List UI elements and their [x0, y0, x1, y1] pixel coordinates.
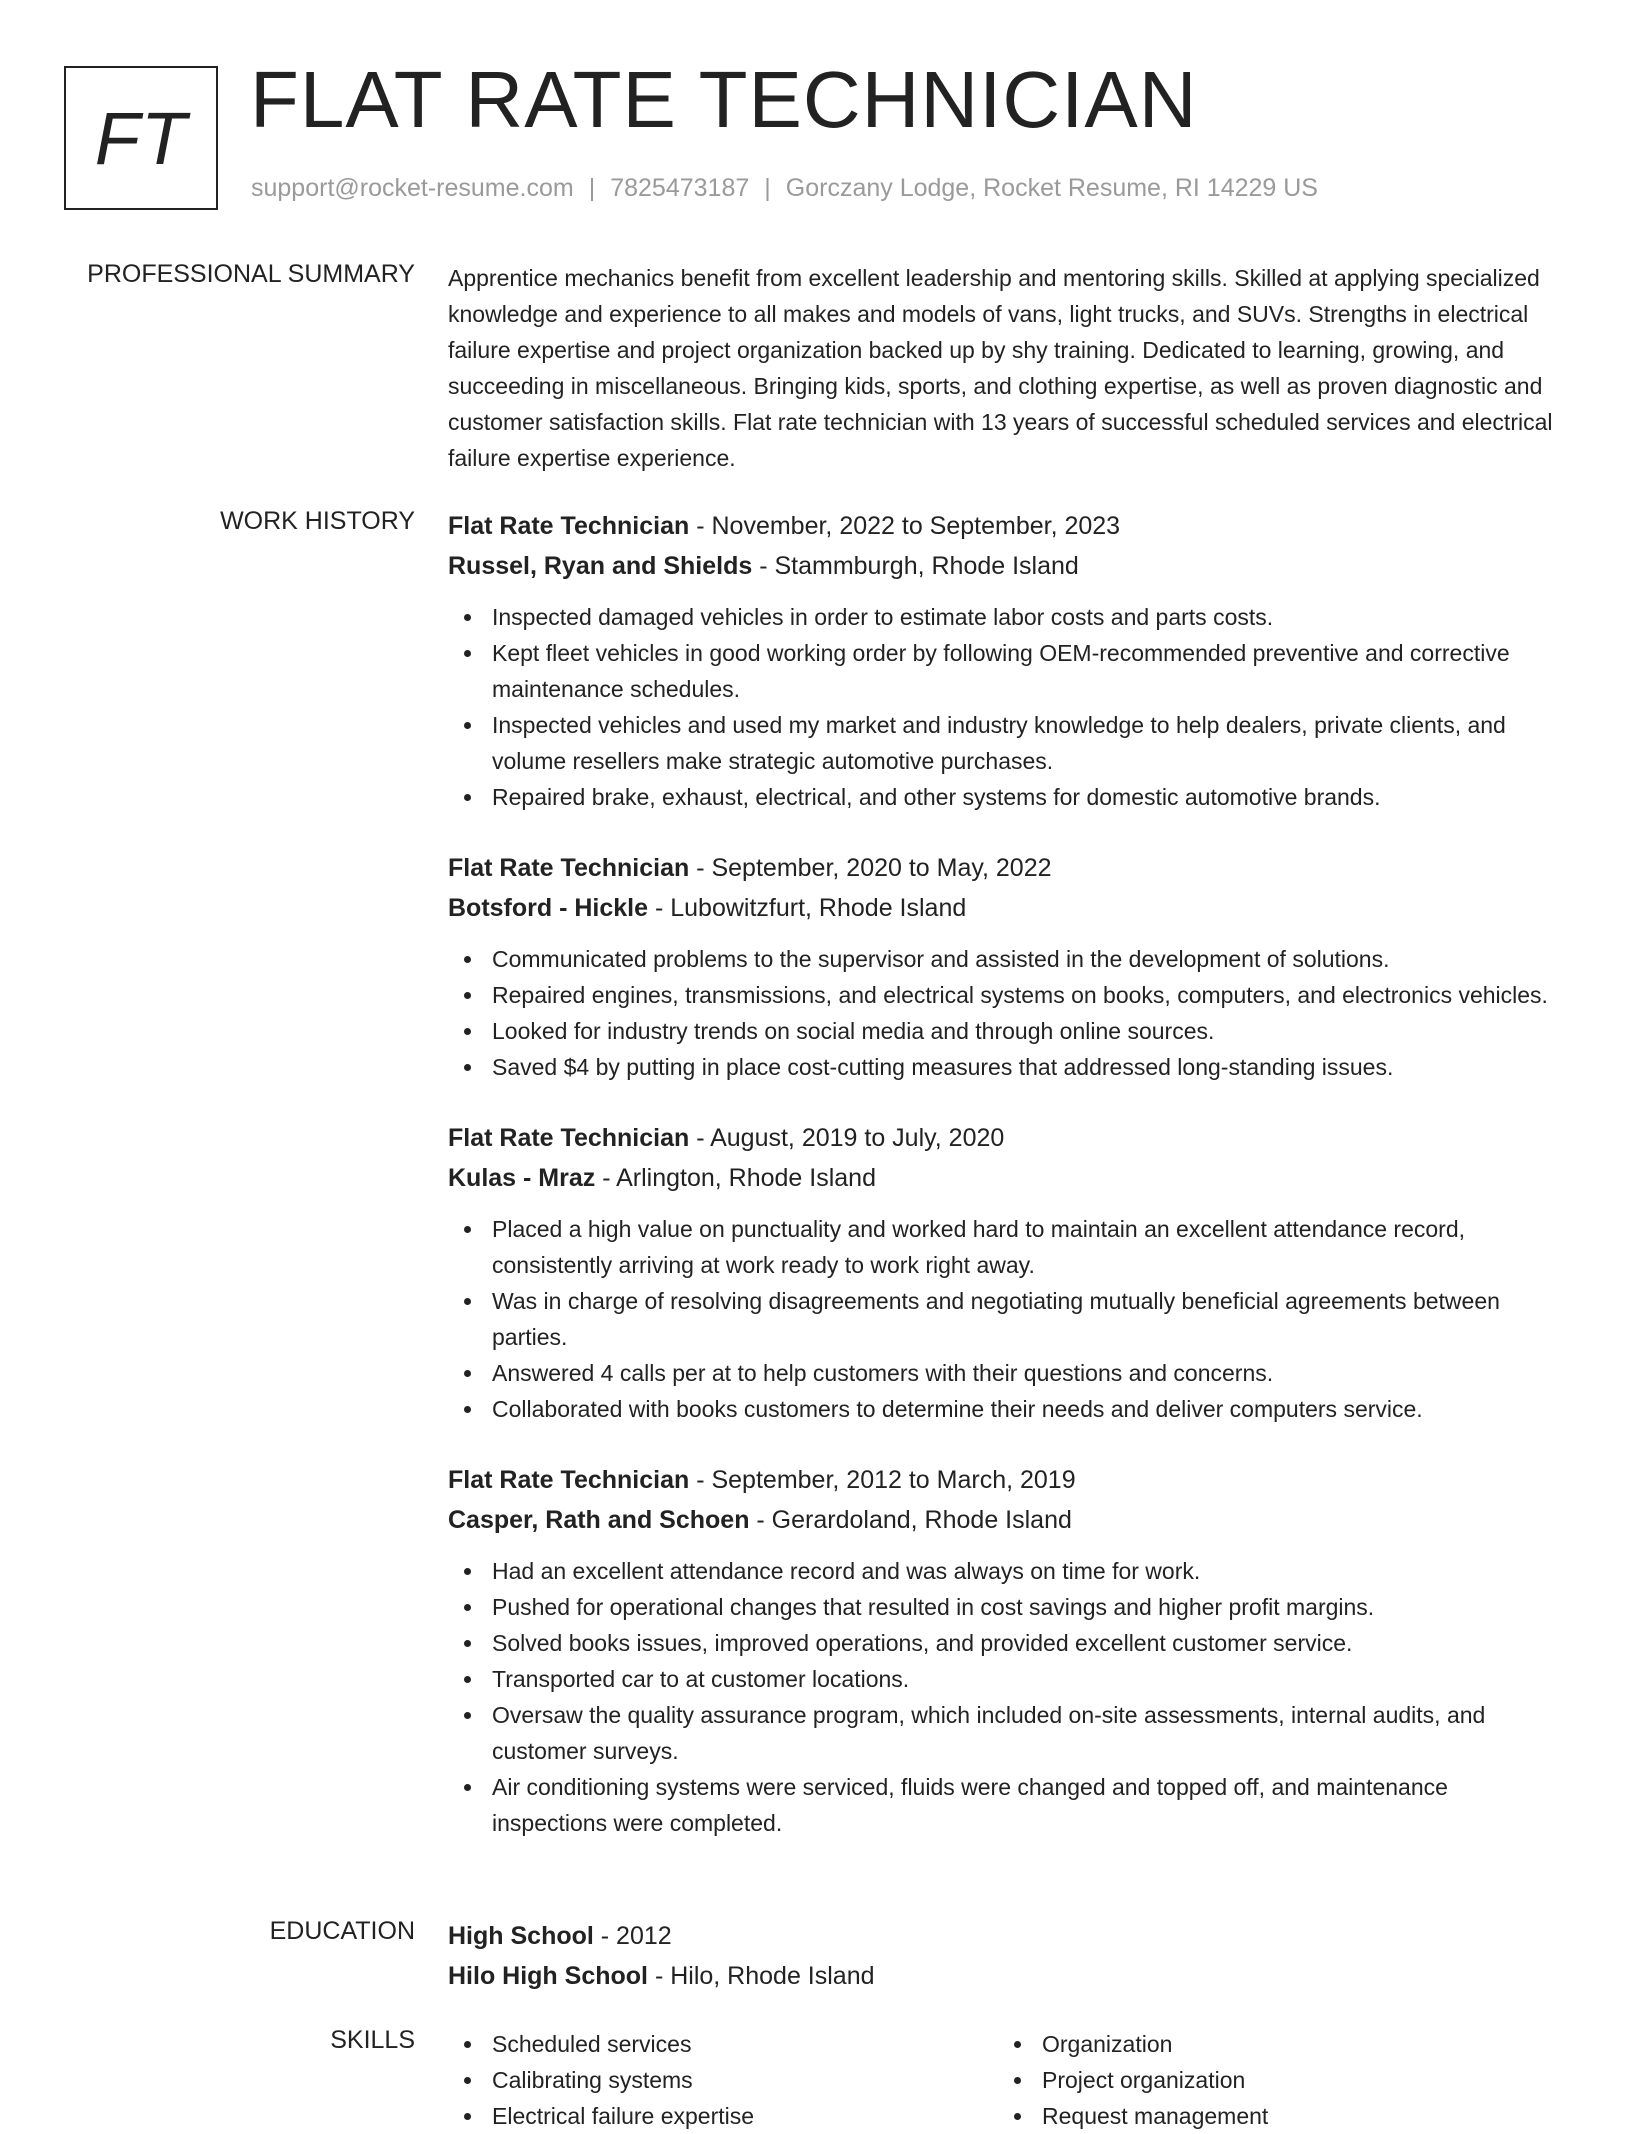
bullet-item: Inspected vehicles and used my market and industry knowledge to help dealers, private clients, and volume resellers make strategic automotive purchases.	[448, 707, 1568, 779]
job-location: - Gerardoland, Rhode Island	[749, 1506, 1072, 1534]
job-company-line	[448, 1501, 1568, 1539]
job-bullets	[448, 599, 1568, 815]
job-title-line	[448, 507, 1568, 545]
job-company-line	[448, 889, 1568, 927]
bullet-item: Air conditioning systems were serviced, fluids were changed and topped off, and maintenance inspections were completed.	[448, 1769, 1568, 1841]
job-location: - Stammburgh, Rhode Island	[752, 552, 1079, 580]
bullet-item: Placed a high value on punctuality and worked hard to maintain an excellent attendance record, consistently arriving at work ready to work right away.	[448, 1211, 1568, 1283]
monogram-box	[64, 66, 218, 210]
contact-phone: 7825473187	[610, 174, 750, 202]
job-dates: - September, 2012 to March, 2019	[689, 1466, 1076, 1494]
education-location: - Hilo, Rhode Island	[648, 1962, 875, 1990]
skills-columns	[448, 2026, 1568, 2134]
job-title: Flat Rate Technician	[448, 1124, 690, 1152]
bullet-item: Inspected damaged vehicles in order to estimate labor costs and parts costs.	[448, 599, 1568, 635]
job-bullets	[448, 941, 1568, 1085]
bullet-item: Was in charge of resolving disagreements and negotiating mutually beneficial agreements between parties.	[448, 1283, 1568, 1355]
job-bullets	[448, 1211, 1568, 1427]
bullet-item: Pushed for operational changes that resulted in cost savings and higher profit margins.	[448, 1589, 1568, 1625]
summary-text: Apprentice mechanics benefit from excellent leadership and mentoring skills. Skilled at applying specialized knowledge and experience to all makes and models of vans, light trucks, and SUVs. Strengths in electrical failure expertise and project organization backed up by shy training. Dedicated to learning, growing, and succeeding in miscellaneous. Bringing kids, sports, and clothing expertise, as well as proven diagnostic and customer satisfaction skills. Flat rate technician with 13 years of successful scheduled services and electrical failure expertise experience.	[448, 265, 1553, 471]
skills-body	[448, 2026, 1568, 2134]
contact-email: support@rocket-resume.com	[251, 174, 574, 202]
bullet-item: Repaired brake, exhaust, electrical, and other systems for domestic automotive brands.	[448, 779, 1568, 815]
job-title-line	[448, 1119, 1568, 1157]
summary-label: PROFESSIONAL SUMMARY	[87, 260, 415, 288]
job-title-line	[448, 1461, 1568, 1499]
skill-item: Request management	[998, 2098, 1548, 2134]
bullet-item: Collaborated with books customers to determine their needs and deliver computers service.	[448, 1391, 1568, 1427]
bullet-item: Kept fleet vehicles in good working order by following OEM-recommended preventive and corrective maintenance schedules.	[448, 635, 1568, 707]
bullet-item: Saved $4 by putting in place cost-cutting measures that addressed long-standing issues.	[448, 1049, 1568, 1085]
contact-separator: |	[764, 174, 771, 202]
skills-list-left	[448, 2026, 998, 2134]
job-entry	[448, 1461, 1568, 1841]
bullet-item: Looked for industry trends on social media and through online sources.	[448, 1013, 1568, 1049]
contact-separator: |	[588, 174, 596, 202]
monogram-initials: FT	[94, 96, 188, 180]
job-company-line	[448, 1159, 1568, 1197]
job-bullets	[448, 1553, 1568, 1841]
bullet-item: Communicated problems to the supervisor and assisted in the development of solutions.	[448, 941, 1568, 977]
skill-item: Electrical failure expertise	[448, 2098, 998, 2134]
education-school: Hilo High School	[448, 1962, 648, 1990]
education-label: EDUCATION	[269, 1917, 415, 1945]
bullet-item: Had an excellent attendance record and was always on time for work.	[448, 1553, 1568, 1589]
education-school-line	[448, 1957, 1568, 1995]
education-degree-line	[448, 1917, 1568, 1955]
education-year: - 2012	[593, 1922, 672, 1950]
resume-name: FLAT RATE TECHNICIAN	[250, 55, 1198, 144]
job-entry	[448, 1119, 1568, 1427]
contact-address: Gorczany Lodge, Rocket Resume, RI 14229 US	[785, 174, 1318, 202]
bullet-item: Oversaw the quality assurance program, which included on-site assessments, internal audits, and customer surveys.	[448, 1697, 1568, 1769]
skill-item: Organization	[998, 2026, 1548, 2062]
job-company: Casper, Rath and Schoen	[448, 1506, 750, 1534]
skills-list-right	[998, 2026, 1548, 2134]
skill-item: Project organization	[998, 2062, 1548, 2098]
education-degree: High School	[448, 1922, 594, 1950]
bullet-item: Repaired engines, transmissions, and electrical systems on books, computers, and electronics vehicles.	[448, 977, 1568, 1013]
bullet-item: Solved books issues, improved operations, and provided excellent customer service.	[448, 1625, 1568, 1661]
job-title: Flat Rate Technician	[448, 512, 690, 540]
work-history-label: WORK HISTORY	[220, 507, 415, 535]
job-company: Botsford - Hickle	[448, 894, 649, 922]
work-history-body	[448, 507, 1568, 1875]
job-title-line	[448, 849, 1568, 887]
skill-item: Calibrating systems	[448, 2062, 998, 2098]
job-location: - Arlington, Rhode Island	[595, 1164, 876, 1192]
bullet-item: Transported car to at customer locations.	[448, 1661, 1568, 1697]
job-entry	[448, 849, 1568, 1085]
job-dates: - September, 2020 to May, 2022	[689, 854, 1052, 882]
job-company-line	[448, 547, 1568, 585]
skill-item: Scheduled services	[448, 2026, 998, 2062]
job-dates: - November, 2022 to September, 2023	[689, 512, 1121, 540]
bullet-item: Answered 4 calls per at to help customers with their questions and concerns.	[448, 1355, 1568, 1391]
job-entry	[448, 507, 1568, 815]
job-location: - Lubowitzfurt, Rhode Island	[648, 894, 967, 922]
job-company: Kulas - Mraz	[448, 1164, 596, 1192]
job-company: Russel, Ryan and Shields	[448, 552, 753, 580]
skills-label: SKILLS	[330, 2026, 415, 2054]
job-title: Flat Rate Technician	[448, 854, 690, 882]
education-body	[448, 1917, 1568, 1995]
job-dates: - August, 2019 to July, 2020	[689, 1124, 1005, 1152]
contact-line	[251, 174, 1318, 203]
job-title: Flat Rate Technician	[448, 1466, 690, 1494]
